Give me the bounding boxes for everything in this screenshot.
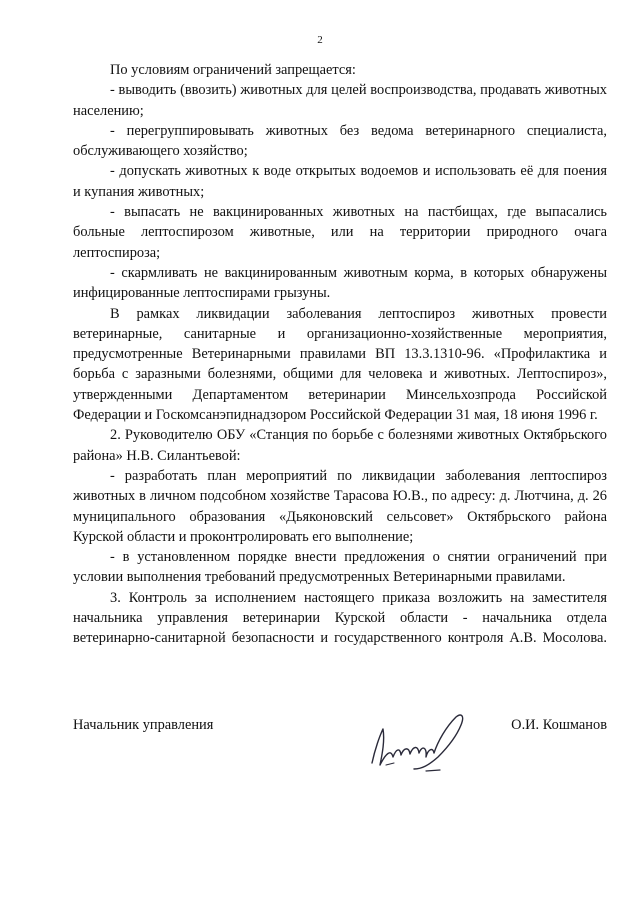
order-item-3: 3. Контроль за исполнением настоящего приказа возложить на заместителя начальника управления ветеринарии Курской области - начальника отдела ветеринарно-санитарной безопасности и государственного контроля А.В. Мосолова. <box>73 589 607 647</box>
restriction-item: - допускать животных к воде открытых водоемов и использовать её для поения и купания животных; <box>73 163 607 200</box>
signatory-role: Начальник управления <box>73 717 214 733</box>
handwritten-signature <box>366 713 476 775</box>
restrictions-heading: По условиям ограничений запрещается: <box>110 62 356 78</box>
restriction-item: - выводить (ввозить) животных для целей воспроизводства, продавать животных населению; <box>73 82 607 119</box>
order-item-2: 2. Руководителю ОБУ «Станция по борьбе с болезнями животных Октябрьского района» Н.В. Силантьевой: <box>73 427 607 464</box>
order-subitem: - в установленном порядке внести предложения о снятии ограничений при условии выполнения требований предусмотренных Ветеринарными правилами. <box>73 549 607 586</box>
restriction-item: - выпасать не вакцинированных животных на пастбищах, где выпасались больные лептоспирозом животные, или на территории природного очага лептоспироза; <box>73 204 607 261</box>
page-number: 2 <box>317 34 323 46</box>
order-subitem: - разработать план мероприятий по ликвидации заболевания лептоспироз животных в личном подсобном хозяйстве Тарасова Ю.В., по адресу: д. Лютчина, д. 26 муниципального образования «Дьяконовский сельсовет» Октябрьского района Курской области и проконтролировать его выполнение; <box>73 467 607 545</box>
document-body <box>73 60 607 649</box>
signature-block <box>73 713 607 783</box>
restriction-item: - перегруппировывать животных без ведома ветеринарного специалиста, обслуживающего хозяйство; <box>73 122 607 160</box>
measures-paragraph: В рамках ликвидации заболевания лептоспироз животных провести ветеринарные, санитарные и организационно-хозяйственные мероприятия, предусмотренные Ветеринарными правилами ВП 13.3.1310-96. «Профилактика и борьба с заразными болезнями, общими для человека и животных. Лептоспироз», утвержденными Департаментом ветеринарии Минсельхозпрода Российской Федерации и Госкомсанэпиднадзором Российской Федерации 31 мая, 18 июня 1996 г. <box>73 305 607 424</box>
signatory-name: О.И. Кошманов <box>511 717 607 733</box>
restriction-item: - скармливать не вакцинированным животным корма, в которых обнаружены инфицированные лептоспирами грызуны. <box>73 264 607 302</box>
